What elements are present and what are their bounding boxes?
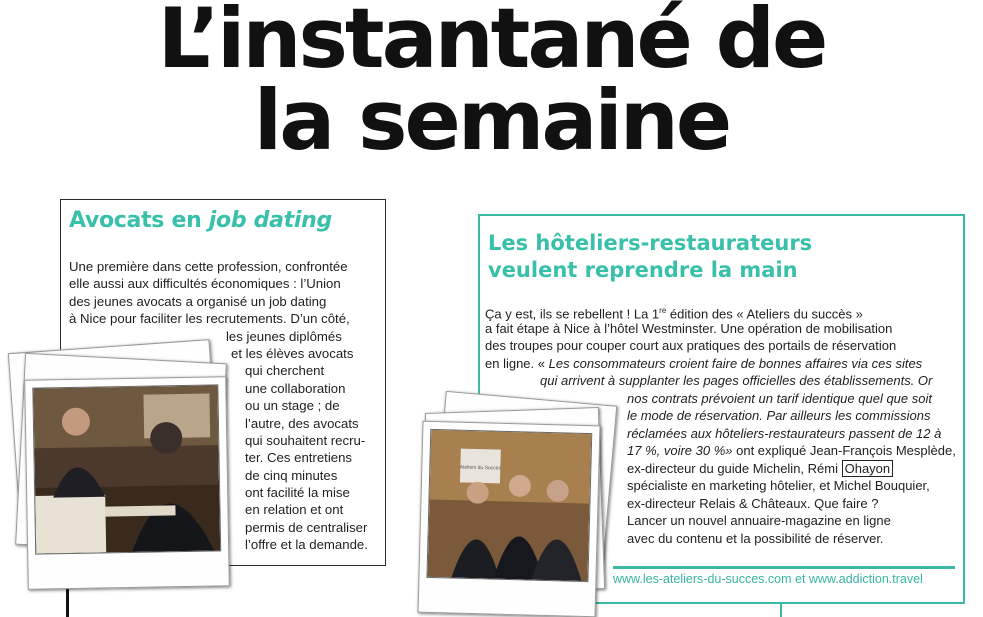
title-line-1: Les hôteliers-restaurateurs [488, 231, 813, 255]
headline-line-1: L’instantané de [157, 0, 826, 87]
body-line: nos contrats prévoient un tarif identique quel que soit [627, 390, 932, 406]
photo-sign-text: Ateliers du Succès [459, 464, 502, 472]
body-line: Une première dans cette profession, confrontée [69, 259, 348, 274]
body-line: Lancer un nouvel annuaire-magazine en ligne [627, 513, 891, 528]
title-italic: job dating [208, 208, 332, 233]
body-line: ex-directeur du guide Michelin, Rémi Ohayon [485, 460, 956, 478]
body-line: qui arrivent à supplanter les pages officielles des établissements. Or [540, 373, 933, 388]
photo-image [426, 429, 592, 582]
body-line: en relation et ont [245, 502, 344, 518]
body-line: elle aussi aux difficultés économiques : l’Union [69, 276, 341, 292]
article-title [69, 208, 332, 233]
footer-links[interactable]: www.les-ateliers-du-succes.com et www.addiction.travel [613, 572, 923, 586]
body-line: de cinq minutes [245, 467, 338, 483]
body-line: a fait étape à Nice à l’hôtel Westminster. Une opération de mobilisation [485, 320, 893, 336]
body-line: avec du contenu et la possibilité de réserver. [627, 530, 884, 546]
article-title [488, 230, 812, 284]
body-line: qui souhaitent recru- [245, 432, 366, 448]
photo-illustration [33, 385, 220, 553]
body-line: l’autre, des avocats [245, 415, 359, 431]
body-line: des jeunes avocats a organisé un job dating [69, 293, 327, 309]
title-prefix: Avocats en [69, 208, 209, 233]
title-line-2: veulent reprendre la main [488, 258, 798, 282]
photo-hoteliers-group [418, 421, 601, 617]
body-line: une collaboration [245, 380, 346, 396]
body-line: et les élèves avocats [231, 345, 354, 361]
body-line: 17 %, voire 30 %» ont expliqué Jean-François Mesplède, [627, 443, 956, 458]
body-line: des troupes pour couper court aux pratiques des portails de réservation [485, 338, 897, 353]
body-line: spécialiste en marketing hôtelier, et Michel Bouquier, [627, 478, 930, 493]
body-line: réclamées aux hôteliers-restaurateurs passent de 12 à [627, 425, 942, 441]
body-line: ex-directeur Relais & Châteaux. Que faire ? [627, 495, 879, 511]
photo-illustration [427, 430, 591, 581]
body-line: qui cherchent [245, 363, 325, 379]
footer-rule [613, 566, 955, 569]
page-headline [0, 0, 983, 169]
boxed-name: Ohayon [842, 460, 894, 477]
body-line: Ça y est, ils se rebellent ! La 1re édition des « Ateliers du succès » [485, 306, 863, 322]
photo-lawyers-meeting [24, 376, 230, 589]
body-line: ont facilité la mise [245, 485, 350, 501]
body-line: les jeunes diplômés [226, 328, 342, 344]
body-line: ou un stage ; de [245, 398, 340, 414]
body-line: l’offre et la demande. [245, 537, 368, 553]
body-line: le mode de réservation. Par ailleurs les commissions [627, 408, 931, 423]
body-line: ter. Ces entretiens [245, 450, 353, 466]
headline-line-2: la semaine [253, 72, 730, 169]
body-line: en ligne. « Les consommateurs croient faire de bonnes affaires via ces sites [485, 355, 923, 371]
photo-image [32, 384, 221, 554]
body-line: à Nice pour faciliter les recrutements. D’un côté, [69, 311, 350, 327]
body-line: permis de centraliser [245, 519, 368, 535]
